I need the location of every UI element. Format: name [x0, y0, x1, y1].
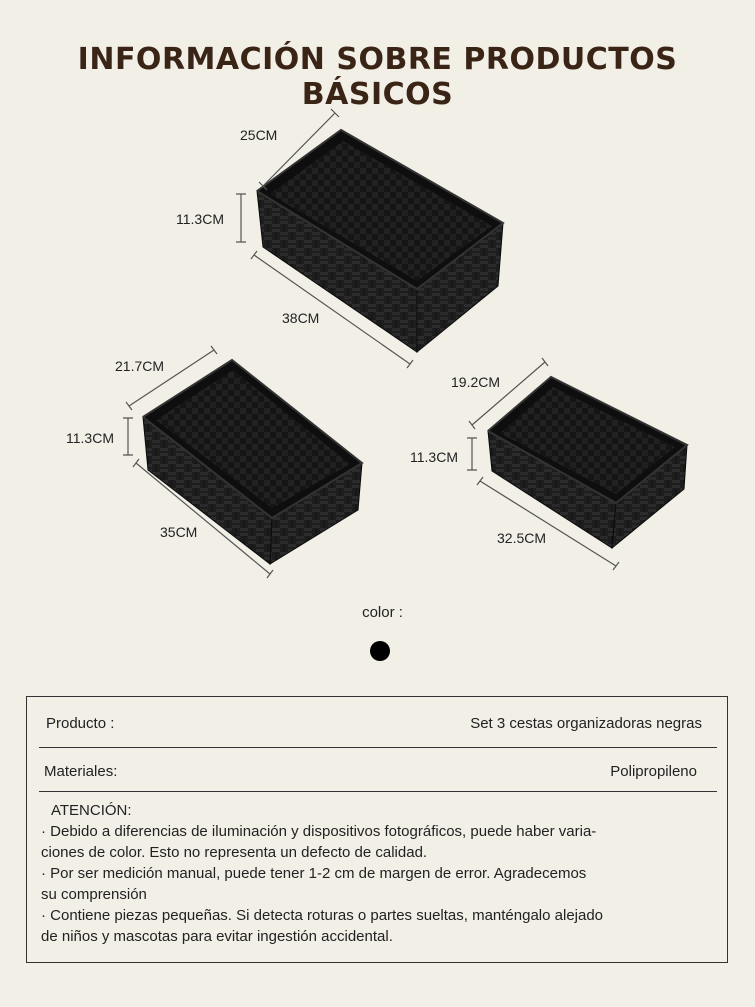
note-line: ciones de color. Esto no representa un defecto de calidad. [41, 844, 428, 861]
note-line: de niños y mascotas para evitar ingestión accidental. [41, 928, 393, 945]
basket-large-length: 38CM [282, 310, 320, 326]
materials-label: Materiales: [44, 763, 118, 780]
basket-medium-height: 11.3CM [66, 430, 114, 446]
attention-notes [41, 800, 703, 947]
basket-small [488, 377, 687, 548]
note-line: su comprensión [41, 886, 147, 903]
divider [39, 791, 717, 792]
color-label: color : [362, 604, 403, 621]
basket-small-width: 19.2CM [451, 374, 501, 390]
basket-medium-length: 35CM [160, 524, 198, 540]
basket-medium-width: 21.7CM [115, 358, 165, 374]
spec-table [26, 696, 728, 963]
product-value: Set 3 cestas organizadoras negras [470, 715, 702, 732]
note-line: · Por ser medición manual, puede tener 1-2 cm de margen de error. Agradecemos [41, 865, 587, 882]
materials-value: Polipropileno [610, 763, 697, 780]
basket-large-width: 25CM [240, 127, 278, 143]
attention-title: ATENCIÓN: [51, 802, 132, 819]
divider [39, 747, 717, 748]
note-line: · Contiene piezas pequeñas. Si detecta roturas o partes sueltas, manténgalo alejado [41, 907, 604, 924]
page-title: INFORMACIÓN SOBRE PRODUCTOS BÁSICOS [77, 42, 678, 112]
note-line: · Debido a diferencias de iluminación y dispositivos fotográficos, puede haber varia- [41, 823, 597, 840]
basket-small-length: 32.5CM [497, 530, 547, 546]
product-label: Producto : [46, 715, 115, 732]
color-swatch-black [370, 641, 390, 661]
basket-large-height: 11.3CM [176, 211, 224, 227]
basket-small-height: 11.3CM [410, 449, 458, 465]
